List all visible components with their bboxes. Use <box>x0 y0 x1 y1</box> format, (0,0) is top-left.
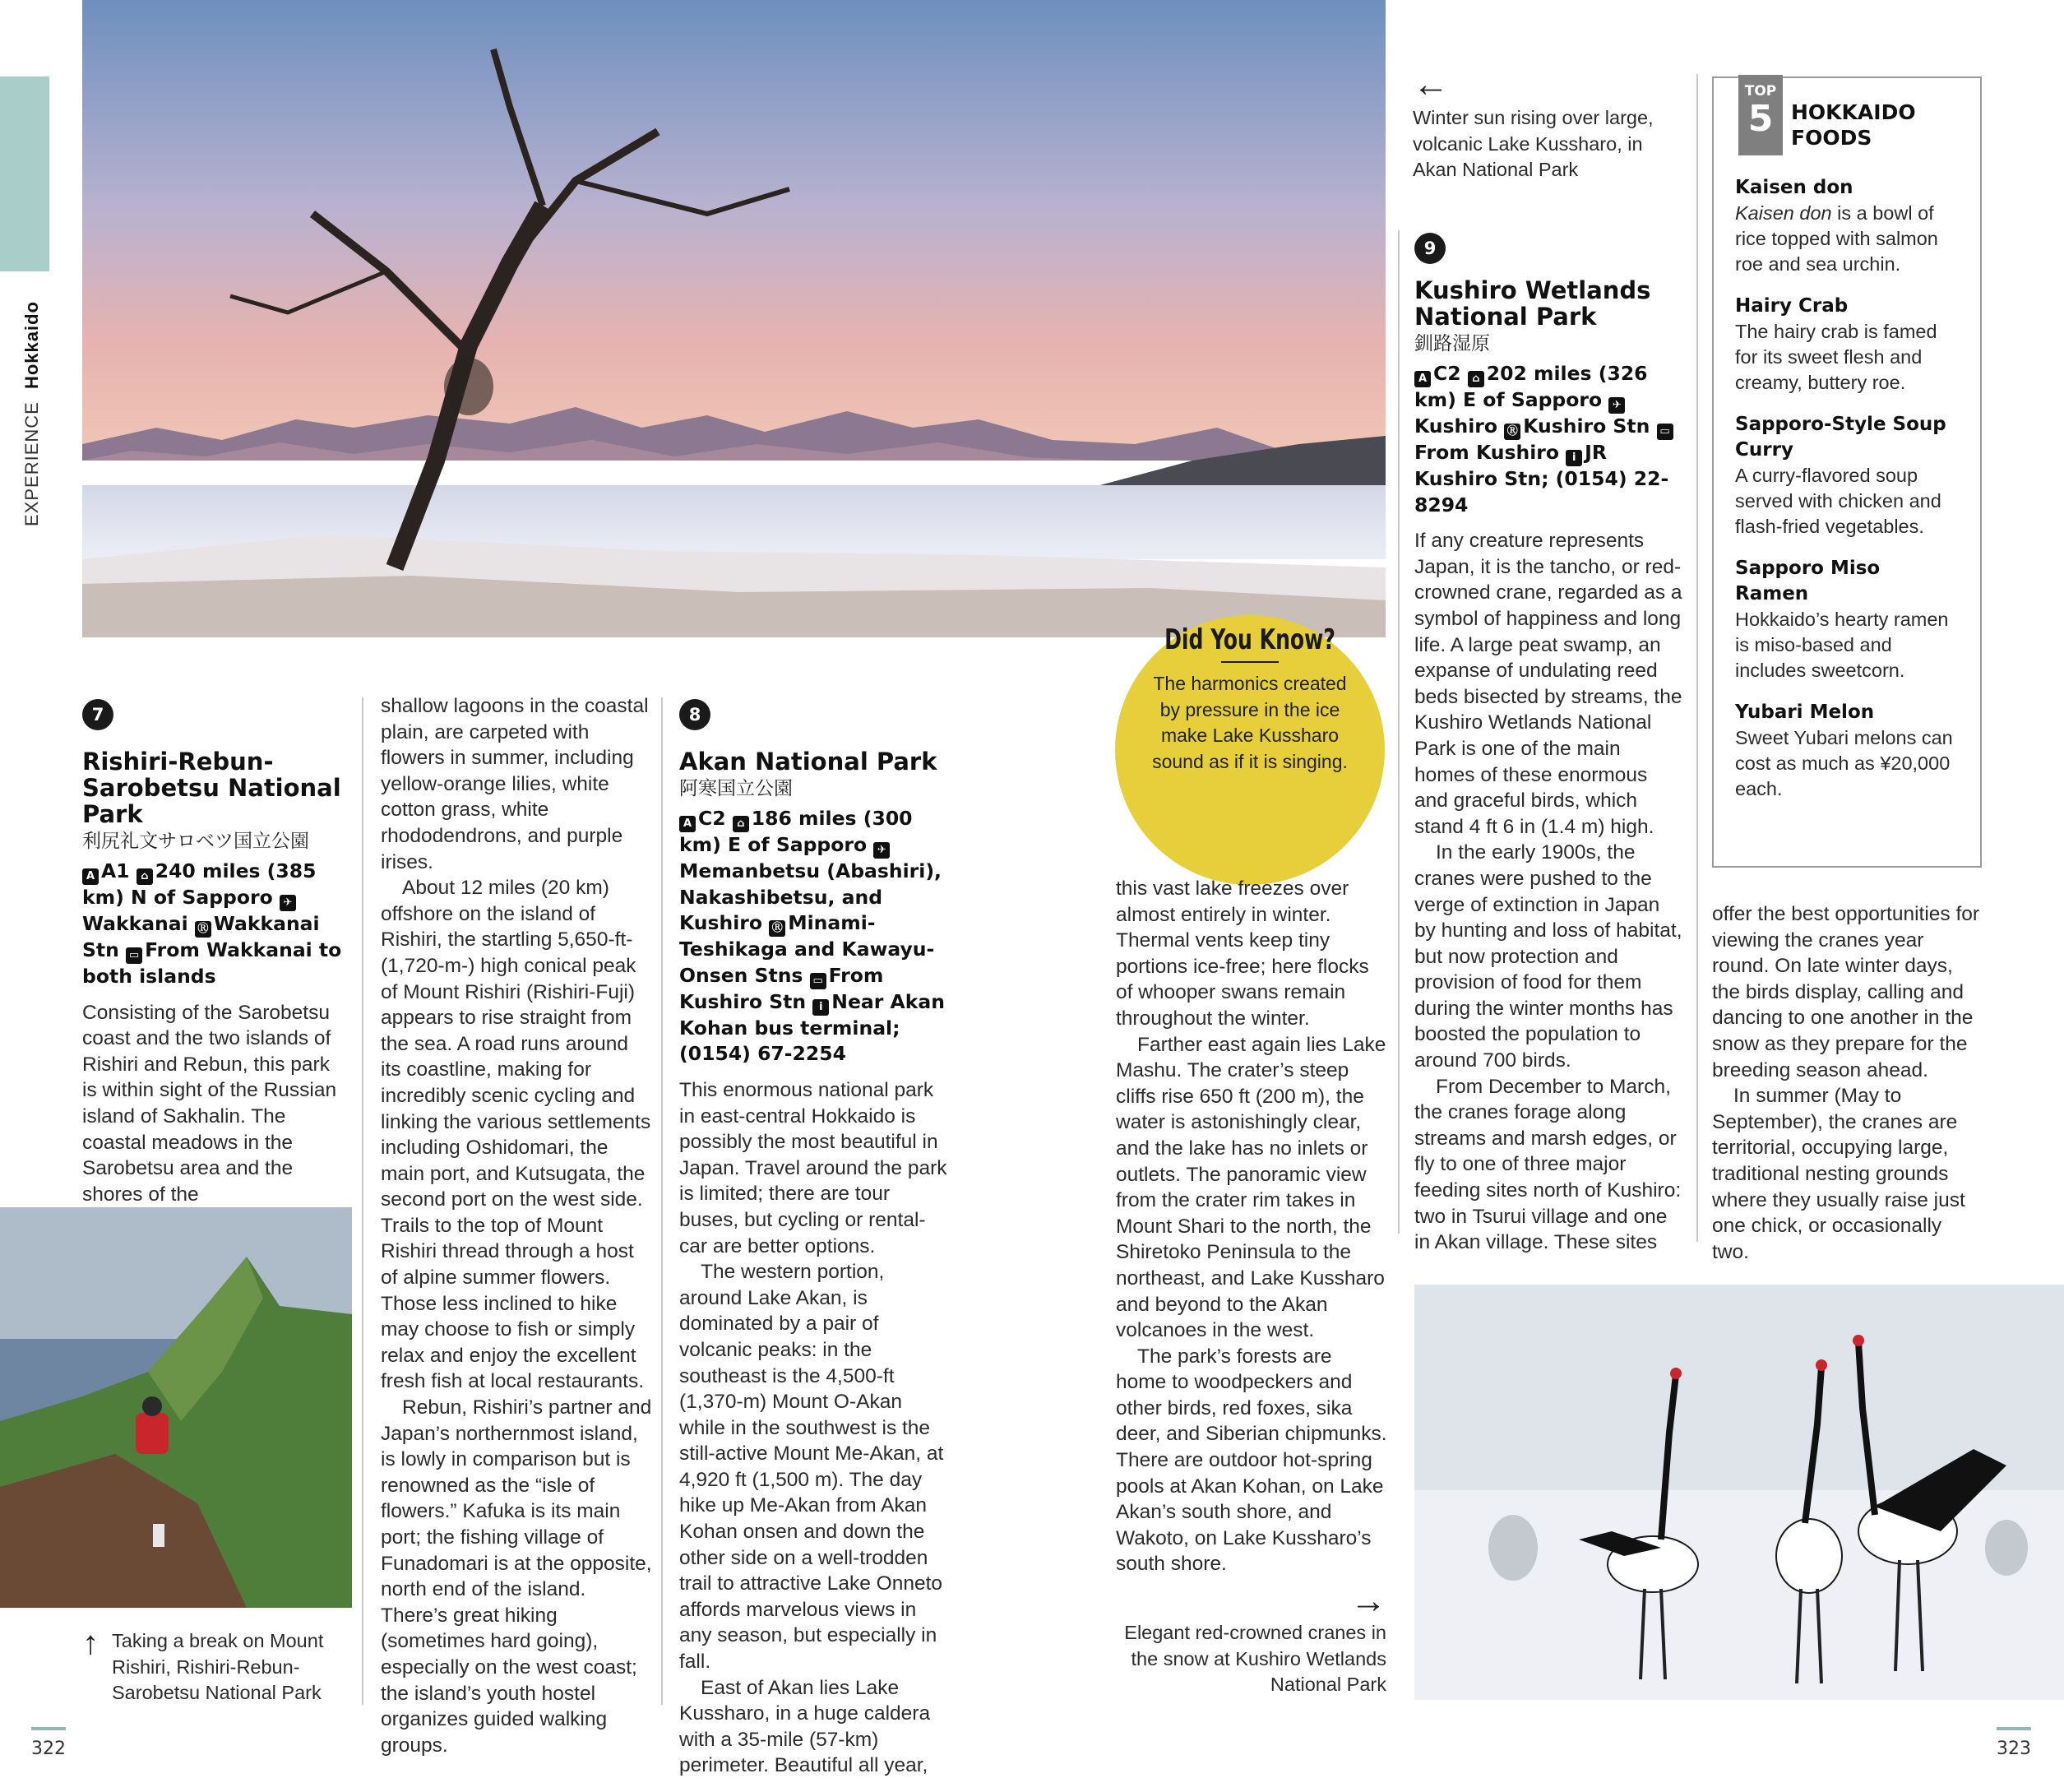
plane-icon: ✈ <box>280 895 296 911</box>
did-you-know-text: The harmonics created by pressure in the ice make Lake Kussharo sound as if it is singing. <box>1152 673 1348 772</box>
food-name: Sapporo Miso Ramen <box>1735 558 1881 604</box>
practical-text: Memanbetsu (Abashiri), Nakashibetsu, and Kushiro <box>679 859 942 935</box>
plane-icon: ✈ <box>1608 397 1625 414</box>
practical-text: Kushiro Stn <box>1523 414 1657 438</box>
food-name: Sapporo-Style Soup Curry <box>1735 414 1946 461</box>
bus-icon: ▭ <box>810 973 826 989</box>
food-description <box>1735 463 1959 539</box>
did-you-know-badge <box>1115 615 1385 885</box>
arrow-up-icon: ↑ <box>82 1625 99 1661</box>
paragraph: shallow lagoons in the coastal plain, are carpeted with flowers in summer, including yellow-orange lilies, white cotton grass, white rhododendrons, and purple irises. <box>381 695 649 873</box>
food-name: Hairy Crab <box>1735 295 1849 317</box>
entry-kanji: 利尻礼文サロベツ国立公園 <box>82 830 309 851</box>
distance-icon: ⌂ <box>137 868 153 885</box>
practical-text: Kushiro <box>1414 414 1505 438</box>
rishiri-column-2 <box>381 693 652 1758</box>
caption-cranes <box>1110 1581 1386 1698</box>
map-icon: A <box>679 816 696 832</box>
train-icon: Ⓡ <box>1504 424 1520 440</box>
practical-text: From Wakkanai to both islands <box>82 938 342 988</box>
practical-info <box>1414 361 1686 518</box>
body-text <box>82 1000 345 1208</box>
rishiri-hiker-photo <box>0 1207 352 1608</box>
page-number-text: 322 <box>31 1739 66 1759</box>
practical-text: C2 <box>1433 362 1468 385</box>
top5-label: TOP <box>1744 83 1777 100</box>
body-text <box>1414 528 1686 1256</box>
entry-rishiri <box>82 699 345 1207</box>
practical-info <box>82 859 345 990</box>
caption-left-photo <box>82 1625 345 1706</box>
bus-icon: ▭ <box>126 947 142 964</box>
food-description-text: is a bowl of rice topped with salmon roe and sea urchin. <box>1735 202 1938 275</box>
lake-kussharo-photo <box>82 0 1386 637</box>
entry-title: Akan National Park <box>679 748 937 776</box>
train-icon: Ⓡ <box>195 921 211 938</box>
distance-icon: ⌂ <box>1468 371 1484 387</box>
red-crowned-cranes-photo <box>1414 1285 2064 1700</box>
entry-kanji: 阿寒国立公園 <box>679 777 793 799</box>
map-icon: A <box>1414 371 1431 387</box>
entry-kushiro <box>1414 233 1686 1256</box>
entry-number: 9 <box>1414 233 1446 264</box>
practical-text: Minami-Teshikaga and Kawayu-Onsen Stns <box>679 911 935 987</box>
paragraph: Farther east again lies Lake Mashu. The crater’s steep cliffs rise 650 ft (200 m), the water is astonishingly clear, and the lake has no inlets or outlets. The panoramic view from the crater rim takes in Mount Shari to the north, the Shiretoko Peninsula to the northeast, and Lake Kussharo and beyond to the Akan volcanoes in the west. <box>1116 1033 1386 1342</box>
map-icon: A <box>82 868 99 885</box>
paragraph: Consisting of the Sarobetsu coast and the two islands of Rishiri and Rebun, this park is within sight of the Russian island of Sakhalin. The coastal meadows in the Sarobetsu area and the shores of the <box>82 1001 337 1206</box>
practical-text: Near Akan Kohan bus terminal; (0154) 67-2254 <box>679 989 945 1066</box>
page-number-left <box>31 1727 66 1759</box>
akan-column-2 <box>1116 876 1387 1577</box>
plane-icon: ✈ <box>873 842 890 859</box>
food-description-text: The hairy crab is famed for its sweet flesh and creamy, buttery roe. <box>1735 321 1937 393</box>
practical-text: 202 miles (326 km) E of Sapporo <box>1414 362 1648 411</box>
paragraph: About 12 miles (20 km) offshore on the island of Rishiri, the startling 5,650-ft- (1,720-m-) high conical peak of Mount Rishiri (Rishiri-Fuji) appears to rise straight from the sea. A road runs around its coastline, making for incredibly scenic cycling and linking the various settlements including Oshidomari, the main port, and Kutsugata, the second port on the west side. Trails to the top of Mount Rishiri thread through a host of alpine summer flowers. Those less inclined to hike may choose to fish or simply relax and enjoy the excellent fresh fish at local restaurants. <box>381 877 651 1393</box>
entry-title: Rishiri-Rebun-Sarobetsu National Park <box>82 748 341 828</box>
paragraph: From December to March, the cranes forage along streams and marsh edges, or fly to one of three major feeding sites north of Kushiro: two in Tsurui village and one in Akan village. These sites <box>1414 1075 1682 1254</box>
food-description-text: Hokkaido’s hearty ramen is miso-based and includes sweetcorn. <box>1735 609 1949 681</box>
caption-top-right <box>1413 64 1684 183</box>
caption-text: Taking a break on Mount Rishiri, Rishiri-Rebun-Sarobetsu National Park <box>112 1630 324 1704</box>
entry-akan <box>679 699 951 1779</box>
top5-box <box>1712 76 1982 868</box>
food-description <box>1735 201 1959 277</box>
paragraph: In the early 1900s, the cranes were pushed to the verge of extinction in Japan by hunting and loss of habitat, but now protection and provision of food for them during the winter months has boosted the population to around 700 birds. <box>1414 841 1682 1072</box>
entry-title: Kushiro Wetlands National Park <box>1414 276 1651 331</box>
bus-icon: ▭ <box>1657 424 1673 440</box>
kushiro-column-2 <box>1712 901 1983 1265</box>
page-number-text: 323 <box>1997 1739 2031 1759</box>
practical-text: Wakkanai Stn <box>82 912 320 961</box>
did-you-know-title: Did You Know? <box>1164 623 1335 656</box>
paragraph: In summer (May to September), the cranes are territorial, occupying large, traditional nesting grounds where they usually raise just one chick, or occasionally two. <box>1712 1085 1965 1263</box>
food-description <box>1735 319 1959 396</box>
food-description-text: A curry-flavored soup served with chicken and flash-fried vegetables. <box>1735 465 1941 537</box>
food-description <box>1735 607 1959 683</box>
practical-info <box>679 806 951 1067</box>
practical-text: C2 <box>698 807 733 830</box>
paragraph: East of Akan lies Lake Kussharo, in a huge caldera with a 35-mile (57-km) perimeter. Beautiful all year, <box>679 1676 931 1777</box>
practical-text: Wakkanai <box>82 912 195 935</box>
paragraph: Rebun, Rishiri’s partner and Japan’s northernmost island, is lowly in comparison but is renowned as the “isle of flowers.” Kafuka is its main port; the fishing village of Funadomari is at the opposite, north end of the island. There’s great hiking (sometimes hard going), especially on the west coast; the island’s youth hostel organizes guided walking groups. <box>381 1396 652 1757</box>
paragraph: this vast lake freezes over almost entirely in winter. Thermal vents keep tiny portions ice-free; here flocks of whooper swans remain throughout the winter. <box>1116 877 1369 1030</box>
arrow-left-icon: ← <box>1413 64 1449 104</box>
entry-kanji: 釧路湿原 <box>1414 332 1490 354</box>
train-icon: Ⓡ <box>769 920 785 937</box>
top5-title: HOKKAIDO FOODS <box>1791 100 1916 150</box>
practical-text: A1 <box>101 859 137 882</box>
paragraph: This enormous national park in east-central Hokkaido is possibly the most beautiful in Japan. Travel around the park is limited; there are tour buses, but cycling or rental-car are better options. <box>679 1078 947 1257</box>
section-tab <box>0 76 49 271</box>
caption-text: Elegant red-crowned cranes in the snow at Kushiro Wetlands National Park <box>1124 1622 1386 1696</box>
entry-number: 8 <box>679 699 710 730</box>
practical-text: JR Kushiro Stn; (0154) 22-8294 <box>1414 441 1669 516</box>
practical-text: From Kushiro <box>1414 441 1567 464</box>
paragraph: The park’s forests are home to woodpeckers and other birds, red foxes, sika deer, and Siberian chipmunks. There are outdoor hot-spring pools at Akan Kohan, on Lake Akan’s south shore, and Wakoto, on Lake Kussharo’s south shore. <box>1116 1345 1387 1576</box>
food-description-emphasis: Kaisen don <box>1735 202 1832 224</box>
info-icon: i <box>812 999 829 1016</box>
food-description-text: Sweet Yubari melons can cost as much as ¥20,000 each. <box>1735 727 1953 799</box>
entry-number: 7 <box>82 699 113 730</box>
paragraph: The western portion, around Lake Akan, is dominated by a pair of volcanic peaks: in the southeast is the 4,500-ft (1,370-m) Mount O-Akan while in the southwest is the still-active Mount Me-Akan, at 4,920 ft (1,500 m). The day hike up Me-Akan from Akan Kohan onsen and down the other side on a well-trodden trail to attractive Lake Onneto affords marvelous views in any season, but especially in fall. <box>679 1261 944 1674</box>
region-name: Hokkaido <box>21 301 42 390</box>
info-icon: i <box>1566 450 1582 466</box>
practical-text: From Kushiro Stn <box>679 963 884 1013</box>
arrow-right-icon: → <box>1350 1581 1386 1621</box>
paragraph: If any creature represents Japan, it is the tancho, or red-crowned crane, regarded as a symbol of happiness and long life. A large peat swamp, an expanse of undulating reed beds bisected by streams, the Kushiro Wetlands National Park is one of the main homes of these enormous and graceful birds, which stand 4 ft 6 in (1.4 m) high. <box>1414 530 1682 838</box>
practical-text: 240 miles (385 km) N of Sapporo <box>82 859 317 909</box>
food-description <box>1735 725 1959 802</box>
food-name: Yubari Melon <box>1735 702 1875 723</box>
food-name: Kaisen don <box>1735 177 1853 198</box>
page-number-right <box>1997 1727 2031 1759</box>
caption-text: Winter sun rising over large, volcanic Lake Kussharo, in Akan National Park <box>1413 107 1654 181</box>
distance-icon: ⌂ <box>733 816 749 832</box>
paragraph: offer the best opportunities for viewing the cranes year round. On late winter days, the birds display, calling and dancing to one another in the snow as they prepare for the breeding season ahead. <box>1712 903 1980 1081</box>
section-name: EXPERIENCE <box>21 401 42 526</box>
practical-text: 186 miles (300 km) E of Sapporo <box>679 807 913 856</box>
top5-badge <box>1738 75 1783 155</box>
top5-number: 5 <box>1747 98 1774 140</box>
food-list <box>1735 175 1959 802</box>
body-text <box>679 1077 951 1779</box>
